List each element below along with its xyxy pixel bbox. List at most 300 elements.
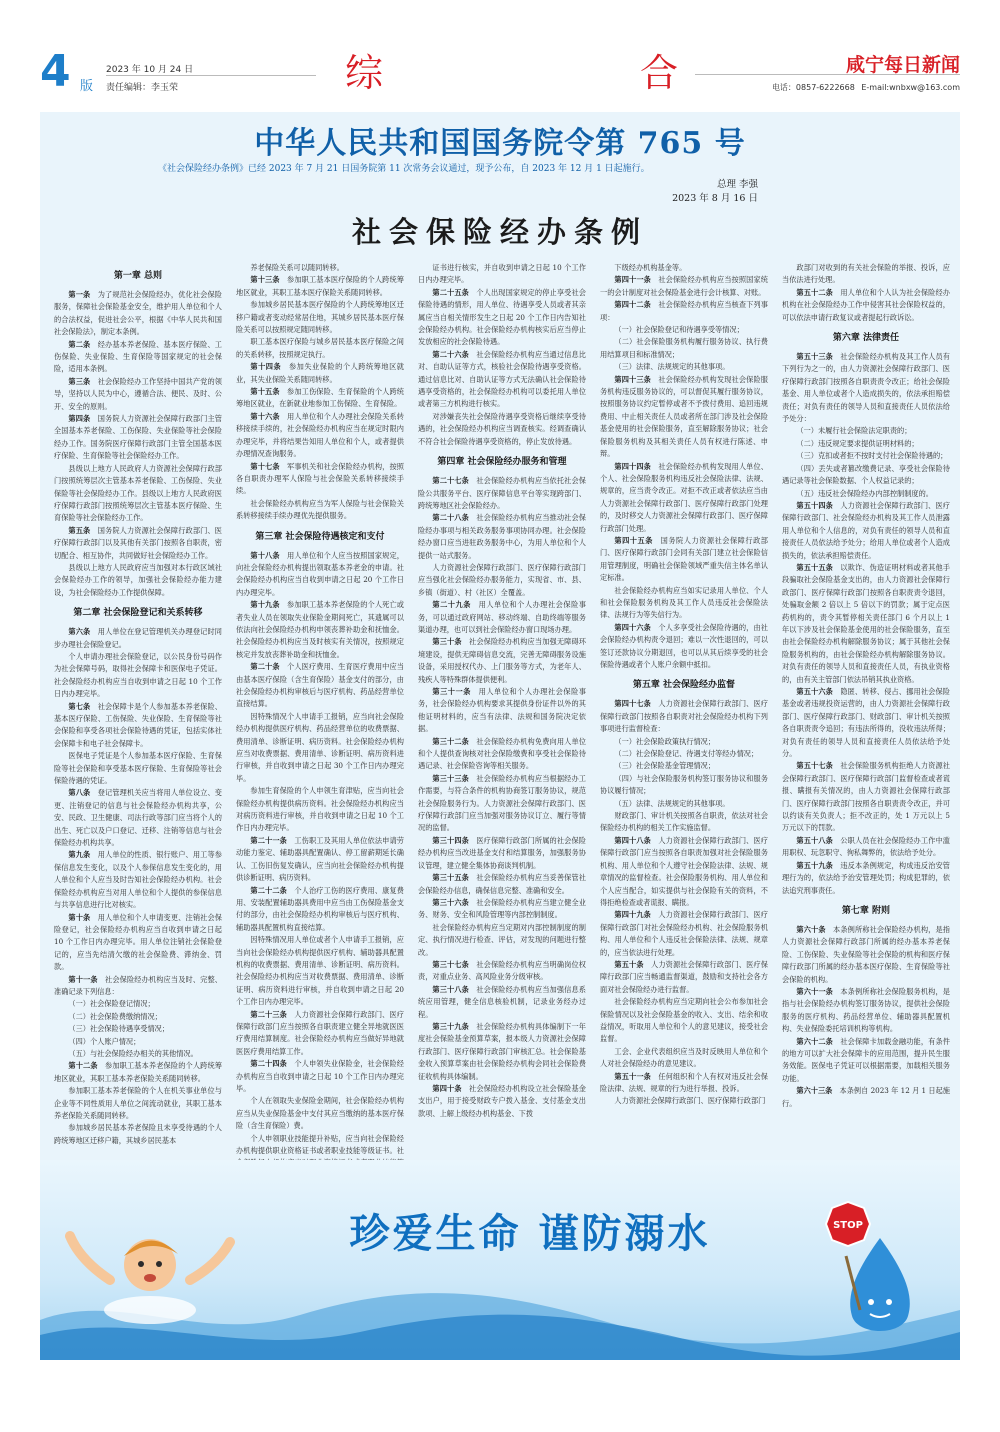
safety-slogan: 珍爱生命 谨防溺水 [349, 1211, 711, 1257]
article-number: 第三十四条 [432, 835, 469, 845]
article-number: 第六十二条 [796, 1036, 833, 1046]
article-paragraph [54, 1011, 222, 1023]
signature-date: 2023 年 8 月 16 日 [672, 193, 758, 204]
article-text: 社会保险经办机构应当加强信息系统应用管理，健全信息核验机制，记录业务经办过程。 [418, 984, 586, 1019]
article-text: 用人单位和个人办理社会保险事务，社会保险经办机构要求其提供身份证件以外的其他证明材料的，应当有法律、法规和国务院决定依据。 [418, 687, 586, 734]
article-number: 第三十一条 [432, 687, 471, 696]
article-paragraph [782, 686, 950, 760]
article-text: 社会保险经办机构应当通过信息比对、自助认证等方式，核验社会保险待遇享受资格。通过信息比对、自助认证等方式无法确认社会保险待遇享受资格的，社会保险经办机构可以委托用人单位或者第三方机构进行核实。 [418, 349, 586, 409]
article-text: 人力资源社会保障行政部门、医疗保障行政部门、社会保险经办机构及其工作人员泄露用人单位和个人信息的，对负有责任的领导人员和直接责任人员依法给予处分；给用人单位或者个人造成损失的，依法承担赔偿责任。 [782, 500, 950, 560]
article-paragraph [600, 274, 768, 299]
article-paragraph [418, 512, 586, 562]
article-number: 第四十三条 [614, 374, 651, 384]
text-column-2 [236, 262, 404, 1264]
article-number: 第五十一条 [614, 1071, 651, 1081]
article-text: 个人申领失业保险金，社会保险经办机构应当自收到申请之日起 10 个工作日内办理完毕。 [236, 1059, 404, 1093]
section-char-1: 综 [345, 51, 386, 95]
article-number: 第三十二条 [432, 736, 469, 746]
article-text: 社会保险经办机构应当及时、完整、准确记录下列信息： [54, 974, 222, 996]
article-text: 个人医疗费用、生育医疗费用中应当由基本医疗保险（含生育保险）基金支付的部分，由社会保险经办机构审核后与医疗机构、药品经营单位直接结算。 [236, 662, 404, 709]
article-number: 第四条 [68, 414, 91, 424]
article-paragraph [418, 773, 586, 835]
article-paragraph [236, 498, 404, 523]
article-number: 第五十八条 [796, 835, 833, 845]
article-text: 个人申请办理社会保险登记，以公民身份号码作为社会保障号码，取得社会保障卡和医保电子凭证。社会保险经办机构应当自收到申请之日起 10 个工作日内办理完毕。 [54, 651, 222, 699]
article-paragraph [418, 922, 586, 959]
article-number: 第八条 [68, 788, 91, 798]
article-paragraph [782, 760, 950, 834]
chapter-heading: 第五章 社会保险经办监督 [632, 680, 736, 691]
safety-banner [40, 1160, 960, 1360]
masthead-divider [106, 75, 316, 76]
article-paragraph [418, 686, 586, 736]
article-text: 因特殊情况个人申请手工报销，应当向社会保险经办机构提供医疗机构、药品经营单位的收费票据、费用清单、诊断证明、病历资料。社会保险经办机构应当对收费票据、费用清单、诊断证明、病历资料进行审核，并自收到申请之日起 30 个工作日内办理完毕。 [236, 711, 404, 783]
article-number: 第四十一条 [614, 275, 651, 285]
article-paragraph [418, 872, 586, 897]
article-number: 第五十条 [614, 959, 644, 969]
stop-sign-text: STOP [833, 1220, 863, 1231]
article-number: 第四十条 [432, 1084, 462, 1093]
article-text: 参加失业保险的个人跨统筹地区就业，其失业保险关系随同转移。 [236, 362, 404, 384]
chapter-heading: 第四章 社会保险经办服务和管理 [437, 457, 567, 468]
article-paragraph [418, 897, 586, 922]
article-paragraph [54, 1060, 222, 1085]
article-text: 财政部门、审计机关按照各自职责，依法对社会保险经办机构的相关工作实施监督。 [600, 811, 768, 833]
article-paragraph [782, 438, 950, 450]
article-text: 因特殊情况用人单位或者个人申请手工报销，应当向社会保险经办机构提供医疗机构、辅助器具配置机构的收费票据、费用清单、诊断证明、病历资料。社会保险经办机构应当对收费票据、费用清单、诊断证明、病历资料进行审核，并自收到申请之日起 20 个工作日内办理完毕。 [236, 935, 404, 1007]
article-number: 第二十七条 [432, 476, 469, 486]
article-text: 参加工伤保险、生育保险的个人跨统筹地区就业，在新就业地参加工伤保险、生育保险。 [236, 387, 404, 409]
article-paragraph [418, 835, 586, 872]
chapter-heading: 第六章 法律责任 [832, 333, 900, 344]
article-paragraph [236, 1058, 404, 1095]
issue-date: 2023 年 10 月 24 日 [106, 65, 194, 75]
article-text: 下级经办机构基金等。 [614, 263, 687, 272]
article-paragraph [600, 760, 768, 772]
article-number: 第三十七条 [432, 959, 469, 969]
article-number: 第五十二条 [796, 287, 833, 297]
article-text: 社会保险经办机构应当明确岗位权责，对重点业务、高风险业务分级审核。 [418, 959, 586, 982]
article-text: 用人单位和个人应当按照国家规定，向社会保险经办机构提出领取基本养老金的申请。社会保险经办机构应当自收到申请之日起 20 个工作日内办理完毕。 [236, 550, 404, 597]
water-drop-mascot-icon [846, 1238, 910, 1331]
contact-info: 电话：0857-6222668 E-mail:wnbxw@163.com [771, 83, 960, 92]
article-text: 本条例所称社会保险服务机构，是指与社会保险经办机构签订服务协议，提供社会保险服务的医疗机构、药品经营单位、辅助器具配置机构、失业保险委托培训机构等机构。 [782, 986, 950, 1034]
article-text: 社会保险经办机构应当按照国家统一的会计制度对社会保险基金进行会计核算、对账。 [600, 275, 768, 297]
regulation-title: 社会保险经办条例 [351, 215, 648, 249]
article-paragraph [600, 299, 768, 324]
article-text: （一）社会保险登记情况； [68, 999, 155, 1009]
article-number: 第二十三条 [250, 1009, 287, 1019]
article-paragraph [418, 287, 586, 349]
chapter-heading: 第一章 总则 [113, 271, 163, 281]
article-text: 社会保险经办机构应当为军人保险与社会保险关系转移接续手续办理优先提供服务。 [236, 498, 404, 521]
chapter-heading: 第七章 附则 [841, 905, 891, 916]
article-text: （二）社会保险服务机构履行服务协议、执行费用结算项目和标准情况； [600, 337, 768, 359]
article-paragraph [418, 599, 586, 636]
article-paragraph [236, 1095, 404, 1132]
article-paragraph [600, 324, 768, 336]
article-text: 社会保险经办机构应当根据经办工作需要，与符合条件的机构协商签订服务协议，规范社会保险服务行为。人力资源社会保障行政部门、医疗保障行政部门应当加强对服务协议订立、履行等情况的监督。 [418, 773, 586, 833]
article-paragraph [600, 622, 768, 672]
page-number-suffix: 版 [80, 79, 94, 94]
article-text: 个人出现国家规定的停止享受社会保险待遇的情形，用人单位、待遇享受人员或者其亲属应当自相关情形发生之日起 20 个工作日内告知社会保险经办机构。社会保险经办机构核实后应当停止发放相应的社会保险待遇。 [418, 287, 586, 347]
article-text: 参加城乡居民基本医疗保险的个人跨统筹地区迁移户籍或者变动经常居住地，其城乡居民基本医疗保险关系可以按照规定随同转移。 [236, 300, 404, 335]
article-paragraph [782, 287, 950, 324]
article-number: 第二十一条 [250, 835, 287, 845]
promulgation-note: 《社会保险经办条例》已经 2023 年 7 月 21 日国务院第 11 次常务会议通过，现予公布，自 2023 年 12 月 1 日起施行。 [158, 164, 650, 174]
article-paragraph [236, 599, 404, 661]
article-number: 第十九条 [250, 600, 280, 610]
article-text: 社会保险经办机构应当加强无障碍环境建设，提供无障碍信息交流，完善无障碍服务设施设备，采用授权代办、上门服务等方式，为老年人、残疾人等特殊群体提供便利。 [418, 637, 586, 684]
article-paragraph [54, 1085, 222, 1122]
article-text: 社会保险经办机构应当推动社会保险经办事项与相关政务服务事项协同办理。社会保险经办窗口应当进驻政务服务中心，为用人单位和个人提供一站式服务。 [418, 513, 586, 560]
article-text: 医保电子凭证是个人参加基本医疗保险、生育保险等社会保险和享受基本医疗保险、生育保险等社会保险待遇的凭证。 [54, 751, 222, 786]
article-paragraph [782, 1036, 950, 1086]
article-paragraph [54, 413, 222, 463]
article-paragraph [236, 934, 404, 1008]
article-text: 社会保险经办机构应当妥善保管社会保险经办信息，确保信息完整、准确和安全。 [418, 873, 586, 895]
article-number: 第二十八条 [432, 513, 469, 523]
article-text: 人力资源社会保障行政部门、医疗保障行政部门按照各自职责对社会保险经办机构下列事项进行监督检查： [600, 699, 768, 734]
article-number: 第四十二条 [614, 300, 651, 310]
premier-signature: 总理 李强 [716, 179, 758, 190]
article-text: 人力资源社会保障行政部门、医疗保障行政部门应当强化社会保险经办服务能力，实现省、市、县、乡镇（街道）、村（社区）全覆盖。 [418, 562, 586, 597]
article-text: 人力资源社会保障行政部门、医疗保障行政部门应当按照各自职责建立健全异地就医医疗费用结算制度。社会保险经办机构应当做好异地就医医疗费用结算工作。 [236, 1009, 404, 1056]
article-paragraph [782, 1085, 950, 1110]
article-text: 社会保险服务机构拒绝人力资源社会保障行政部门、医疗保障行政部门监督检查或者谎报、瞒报有关情况的，由人力资源社会保障行政部门、医疗保障行政部门按照各自职责责令改正，并可以约谈有关负责人；拒不改正的，处 1 万元以上 5 万元以下的罚款。 [782, 761, 950, 833]
article-paragraph [782, 463, 950, 488]
article-number: 第六十一条 [796, 986, 833, 996]
article-paragraph [418, 1083, 586, 1120]
article-text: 用人单位和个人认为社会保险经办机构在社会保险经办工作中侵害其社会保险权益的，可以依法申请行政复议或者提起行政诉讼。 [782, 287, 950, 322]
article-number: 第四十九条 [614, 910, 651, 920]
article-paragraph [236, 550, 404, 600]
article-number: 第四十四条 [614, 461, 651, 471]
article-text: 为了规范社会保险经办，优化社会保险服务，保障社会保险基金安全，维护用人单位和个人的合法权益，促进社会公平，根据《中华人民共和国社会保险法》，制定本条例。 [54, 290, 222, 337]
article-paragraph [54, 1023, 222, 1035]
article-paragraph [54, 1048, 222, 1060]
article-number: 第十三条 [250, 275, 280, 285]
article-text: 违反本条例规定，构成违反治安管理行为的，依法给予治安管理处罚；构成犯罪的，依法追究刑事责任。 [782, 860, 950, 895]
masthead [40, 40, 960, 100]
page-number: 4 [40, 46, 71, 97]
article-text: 工会、企业代表组织应当及时反映用人单位和个人对社会保险经办的意见建议。 [600, 1046, 768, 1069]
article-text: 用人单位和个人申请变更、注销社会保险登记，社会保险经办机构应当自收到申请之日起 10 个工作日内办理完毕。用人单位注销社会保险登记的，应当先结清欠缴的社会保险费、滞纳金、罚款。 [54, 912, 222, 972]
article-text: 人力资源社会保障行政部门、医疗保障行政部门应当按照各自职责加强对社会保险服务机构、用人单位和个人遵守社会保险法律、法规、规章情况的监督检查。社会保险服务机构、用人单位和个人应当配合，如实提供与社会保险有关的资料，不得拒绝检查或者谎报、瞒报。 [600, 835, 768, 907]
article-paragraph [418, 411, 586, 448]
article-paragraph [54, 701, 222, 751]
article-text: 社会保险经办工作坚持中国共产党的领导，坚持以人民为中心，遵循合法、便民、及时、公开、安全的原则。 [54, 376, 222, 411]
article-number: 第三十三条 [432, 773, 469, 783]
article-text: 社会保障卡加载金融功能，有条件的地方可以扩大社会保障卡的应用范围，提升民生服务效能。医保电子凭证可以根据需要，加载相关服务功能。 [782, 1036, 950, 1083]
article-text: 人力资源社会保障行政部门、医疗保障行政部门 [614, 1096, 766, 1106]
article-paragraph [600, 361, 768, 373]
article-number: 第十四条 [250, 362, 282, 372]
text-column-3 [418, 262, 586, 1264]
article-text: （五）违反社会保险经办内部控制制度的。 [796, 488, 933, 498]
article-paragraph [418, 1021, 586, 1083]
article-text: 社会保险经办机构应当依托社会保险公共服务平台、医疗保障信息平台等实现跨部门、跨统筹地区社会保险经办。 [418, 476, 586, 510]
article-number: 第五十七条 [796, 761, 833, 771]
article-paragraph [600, 585, 768, 622]
article-paragraph [600, 773, 768, 798]
article-paragraph [54, 626, 222, 651]
article-text: 经办基本养老保险、基本医疗保险、工伤保险、失业保险、生育保险等国家规定的社会保险，适用本条例。 [54, 339, 222, 374]
article-paragraph [782, 562, 950, 686]
article-text: （一）未履行社会保险法定职责的； [796, 426, 912, 436]
article-paragraph [236, 885, 404, 935]
article-paragraph [54, 562, 222, 599]
newspaper-name: 咸宁每日新闻 [845, 54, 960, 76]
article-number: 第二十九条 [432, 600, 471, 610]
article-number: 第十条 [68, 912, 91, 922]
article-paragraph [54, 998, 222, 1010]
text-column-5 [782, 262, 950, 1264]
article-paragraph [54, 1036, 222, 1048]
article-number: 第五十五条 [796, 562, 833, 572]
chapter-heading: 第三章 社会保险待遇核定和支付 [255, 531, 385, 542]
article-text: 登记管理机关应当将用人单位设立、变更、注销登记的信息与社会保险经办机构共享，公安、民政、卫生健康、司法行政等部门应当将个人的出生、死亡以及户口登记、迁移、注销等信息与社会保险经办机构共享。 [54, 788, 222, 848]
article-text: （二）社会保险登记、待遇支付等经办情况； [614, 749, 759, 759]
article-text: 人力资源社会保障行政部门、医疗保障行政部门对社会保险经办机构、社会保险服务机构、用人单位和个人违反社会保险法律、法规、规章的，应当依法进行处理。 [600, 910, 768, 957]
article-paragraph [54, 339, 222, 376]
article-number: 第五十六条 [796, 687, 833, 696]
article-number: 第六十条 [796, 924, 826, 934]
article-paragraph [782, 835, 950, 860]
article-text: 社会保险经办机构免费向用人单位和个人提供查询核对社会保险缴费和享受社会保险待遇记录、社会保险咨询等相关服务。 [418, 736, 586, 771]
article-number: 第三十九条 [432, 1021, 469, 1031]
article-columns [54, 262, 950, 1264]
article-number: 第三十条 [432, 637, 462, 647]
article-number: 第二十二条 [250, 885, 287, 895]
article-number: 第六条 [68, 627, 91, 637]
article-text: 国务院人力资源社会保障行政部门、医疗保障行政部门以及其他有关部门按照各自职责，密切配合、相互协作，共同做好社会保险经办工作。 [54, 525, 222, 560]
article-paragraph [236, 386, 404, 411]
article-text: 社会保险经办机构应当如实记录用人单位、个人和社会保险服务机构及其工作人员违反社会保险法律、法规行为等失信行为。 [600, 585, 768, 620]
article-text: 个人多享受社会保险待遇的，由社会保险经办机构责令退回；难以一次性退回的，可以签订还款协议分期退回，也可以从其后续享受的社会保险待遇或者个人账户余额中抵扣。 [600, 622, 768, 669]
chapter-heading: 第二章 社会保险登记和关系转移 [73, 608, 203, 619]
article-text: 人力资源社会保障行政部门、医疗保障行政部门应当畅通监督渠道，鼓励和支持社会各方面对社会保险经办进行监督。 [600, 959, 768, 994]
article-paragraph [54, 289, 222, 339]
article-text: （三）法律、法规规定的其他事项。 [614, 362, 730, 372]
article-number: 第十五条 [250, 387, 280, 397]
article-text: （二）社会保险费缴纳情况； [68, 1011, 162, 1021]
article-text: 县级以上地方人民政府人力资源社会保障行政部门按照统筹层次主管基本养老保险、工伤保险、失业保险等社会保险经办工作。县级以上地方人民政府医疗保障行政部门按照统筹层次主管基本医疗保险、生育保险等社会保险经办工作。 [54, 463, 222, 523]
article-paragraph [236, 411, 404, 461]
article-paragraph [782, 924, 950, 986]
text-column-4 [600, 262, 768, 1264]
article-number: 第二十四条 [250, 1059, 287, 1069]
article-text: 个人在领取失业保险金期间，社会保险经办机构应当从失业保险基金中支付其应当缴纳的基本医疗保险（含生育保险）费。 [236, 1096, 404, 1131]
article-text: 国务院人力资源社会保障行政部门、医疗保障行政部门会同有关部门建立社会保险信用管理制度，明确社会保险领域严重失信主体名单认定标准。 [600, 535, 768, 583]
article-paragraph [782, 425, 950, 437]
article-paragraph [782, 860, 950, 897]
article-text: 参加职工基本养老保险的个人死亡或者失业人员在领取失业保险金期间死亡，其遗属可以依法向社会保险经办机构申领丧葬补助金和抚恤金。社会保险经办机构应当及时核实有关情况，按照规定核定并发放丧葬补助金和抚恤金。 [236, 600, 404, 659]
article-number: 第十八条 [250, 550, 280, 560]
article-paragraph [418, 475, 586, 512]
article-number: 第四十五条 [614, 535, 653, 545]
article-text: （二）违反规定要求提供证明材料的； [796, 438, 919, 448]
article-number: 第三十八条 [432, 984, 469, 994]
article-paragraph [54, 463, 222, 525]
article-number: 第二十条 [250, 662, 280, 672]
article-text: 个人治疗工伤的医疗费用、康复费用、安装配置辅助器具费用中应当由工伤保险基金支付的部分，由社会保险经办机构审核后与医疗机构、辅助器具配置机构直接结算。 [236, 885, 404, 932]
article-number: 第六十三条 [796, 1086, 833, 1096]
article-paragraph [600, 996, 768, 1046]
article-paragraph [54, 525, 222, 562]
section-char-2: 合 [639, 51, 680, 95]
article-text: （五）法律、法规规定的其他事项。 [614, 798, 730, 808]
article-number: 第十一条 [68, 974, 98, 984]
article-paragraph [782, 500, 950, 562]
article-paragraph [54, 750, 222, 787]
article-number: 第十二条 [68, 1061, 98, 1071]
article-text: 职工基本医疗保险与城乡居民基本医疗保险之间的关系转移，按照规定执行。 [236, 337, 404, 359]
article-paragraph [236, 336, 404, 361]
article-paragraph [782, 351, 950, 425]
article-paragraph [600, 959, 768, 996]
article-paragraph [236, 461, 404, 498]
article-paragraph [236, 835, 404, 885]
article-paragraph [54, 912, 222, 974]
article-text: 政部门对收到的有关社会保险的举报、投诉，应当依法进行处理。 [782, 263, 950, 285]
article-text: （一）社会保险登记和待遇享受等情况； [614, 325, 744, 335]
article-paragraph [236, 262, 404, 274]
article-paragraph [236, 1009, 404, 1059]
article-number: 第四十八条 [614, 835, 651, 845]
article-text: 国务院人力资源社会保障行政部门主管全国基本养老保险、工伤保险、失业保险等社会保险经办工作。国务院医疗保障行政部门主管全国基本医疗保险、生育保险等社会保险经办工作。 [54, 414, 222, 461]
article-text: 对涉嫌丧失社会保险待遇享受资格后继续享受待遇的，社会保险经办机构应当调查核实。经调查确认不符合社会保险待遇享受资格的，停止发放待遇。 [418, 411, 586, 446]
article-paragraph [600, 336, 768, 361]
article-paragraph [782, 450, 950, 462]
article-number: 第四十七条 [614, 699, 651, 709]
article-number: 第七条 [68, 701, 91, 711]
article-text: 社会保险经办机构设立社会保险基金支出户，用于接受财政专户拨入基金、支付基金支出款项、上解上级经办机构基金、下拨 [418, 1084, 586, 1118]
article-text: 社会保险经办机构应当定期向社会公布参加社会保险情况以及社会保险基金的收入、支出、结余和收益情况，听取用人单位和个人的意见建议，接受社会监督。 [600, 997, 768, 1044]
responsible-editor: 责任编辑：李玉荣 [106, 83, 179, 93]
article-text: 县级以上地方人民政府应当加强对本行政区域社会保险经办工作的领导，加强社会保险经办能力建设，为社会保险经办工作提供保障。 [54, 562, 222, 597]
article-paragraph [236, 361, 404, 386]
article-text: （四）与社会保险服务机构签订服务协议和服务协议履行情况； [600, 773, 768, 796]
article-paragraph [418, 984, 586, 1021]
article-paragraph [782, 488, 950, 500]
article-number: 第五十三条 [796, 352, 833, 362]
article-paragraph [600, 1071, 768, 1096]
article-paragraph [600, 262, 768, 274]
article-paragraph [54, 1122, 222, 1147]
article-number: 第三条 [68, 376, 91, 386]
order-headline: 中华人民共和国国务院令第 765 号 [254, 126, 746, 161]
article-text: （三）克扣或者拒不按时支付社会保险待遇的； [796, 451, 948, 461]
article-paragraph [600, 535, 768, 585]
article-text: （三）社会保险待遇享受情况； [68, 1024, 170, 1034]
article-paragraph [236, 661, 404, 711]
article-number: 第五十四条 [796, 500, 833, 510]
article-number: 第五条 [68, 525, 91, 535]
article-number: 第一条 [68, 290, 91, 299]
article-text: 任何组织和个人有权对违反社会保险法律、法规、规章的行为进行举报、投诉。 [600, 1071, 768, 1093]
article-number: 第二十六条 [432, 349, 469, 359]
article-paragraph [54, 849, 222, 911]
article-number: 第十六条 [250, 411, 280, 421]
article-text: 社会保险经办机构应当建立健全业务、财务、安全和风险管理等内部控制制度。 [418, 897, 586, 920]
article-number: 第四十六条 [614, 622, 651, 632]
article-paragraph [236, 274, 404, 299]
article-paragraph [600, 835, 768, 909]
article-text: 参加生育保险的个人申领生育津贴，应当向社会保险经办机构提供病历资料。社会保险经办机构应当对病历资料进行审核，并自收到申请之日起 10 个工作日内办理完毕。 [236, 786, 404, 833]
article-paragraph [236, 299, 404, 336]
article-paragraph [600, 1046, 768, 1071]
article-paragraph [418, 959, 586, 984]
article-paragraph [600, 748, 768, 760]
article-number: 第十七条 [250, 461, 280, 471]
water-wave-illustration [40, 1160, 960, 1360]
article-paragraph [54, 974, 222, 999]
article-paragraph [782, 262, 950, 287]
article-paragraph [600, 736, 768, 748]
article-text: 以欺诈、伪造证明材料或者其他手段骗取社会保险基金支出的，由人力资源社会保障行政部门、医疗保障行政部门按照各自职责责令退回，处骗取金额 2 倍以上 5 倍以下的罚款；属于定点医药机构的，责令其暂停相关责任部门 6 个月以上 1 年以下涉及社会保险基金使用的社会保险服务，直至由社会保险经办机构解除服务协议；属于其他社会保险服务机构的，由社会保险经办机构解除服务协议。对负有责任的领导人员和直接责任人员，有执业资格的，由有关主管部门依法吊销其执业资格。 [782, 562, 950, 684]
article-text: 用人单位和个人办理社会保险事务，可以通过政府网站、移动终端、自助终端等服务渠道办理，也可以到社会保险经办窗口现场办理。 [418, 600, 586, 634]
article-paragraph [600, 810, 768, 835]
article-number: 第二十五条 [432, 287, 469, 297]
stop-sign-icon [826, 1202, 870, 1246]
article-text: 本条例所称社会保险经办机构，是指人力资源社会保障行政部门所属的经办基本养老保险、工伤保险、失业保险等社会保险的机构和医疗保障行政部门所属的经办基本医疗保险、生育保险等社会保险的机构。 [782, 924, 950, 984]
article-number: 第三十六条 [432, 897, 469, 907]
article-text: 社会保险经办机构发现社会保险服务机构违反服务协议的，可以督促其履行服务协议，按照服务协议约定暂停或者不予拨付费用、追回违规费用、中止相关责任人员或者所在部门涉及社会保险基金使用的社会保险服务，直至解除服务协议；社会保险服务机构及其相关责任人员有权进行陈述、申辩。 [600, 374, 768, 459]
article-text: 军事机关和社会保险经办机构，按照各自职责办理军人保险与社会保险关系转移接续手续。 [236, 461, 404, 496]
article-text: 用人单位和个人办理社会保险关系转移接续手续的，社会保险经办机构应当在规定时限内办理完毕，并将结果告知用人单位和个人，或者提供办理情况查询服务。 [236, 411, 404, 459]
article-text: 工伤职工及其用人单位依法申请劳动能力鉴定、辅助器具配置确认、停工留薪期延长确认、工伤旧伤复发确认，应当向社会保险经办机构提供诊断证明、病历资料。 [236, 835, 404, 883]
article-text: 参加职工基本医疗保险的个人跨统筹地区就业，其职工基本医疗保险关系随同转移。 [236, 275, 404, 297]
article-number: 第五十九条 [796, 860, 833, 870]
article-text: 参加城乡居民基本养老保险且未享受待遇的个人跨统筹地区迁移户籍，其城乡居民基本 [54, 1123, 222, 1145]
article-text: 医疗保障行政部门所属的社会保险经办机构应当改进基金支付和结算服务，加强服务协议管理，建立健全集体协商谈判机制。 [418, 835, 586, 870]
article-paragraph [418, 636, 586, 686]
article-text: 个人申领职业技能提升补贴，应当向社会保险经办机构提供职业资格证书或者职业技能等级证书。社 [236, 1133, 404, 1156]
article-paragraph [54, 787, 222, 849]
article-text: 养老保险关系可以随同转移。 [250, 263, 344, 272]
article-paragraph [418, 736, 586, 773]
article-paragraph [600, 698, 768, 735]
article-paragraph [236, 711, 404, 785]
article-paragraph [600, 909, 768, 959]
article-text: （四）个人账户情况； [68, 1036, 141, 1046]
article-text: 社会保险经办机构及其工作人员有下列行为之一的，由人力资源社会保障行政部门、医疗保障行政部门按照各自职责责令改正；给社会保险基金、用人单位或者个人造成损失的，依法承担赔偿责任；对负有责任的领导人员和直接责任人员依法给予处分： [782, 352, 950, 424]
article-paragraph [54, 651, 222, 701]
article-paragraph [600, 1095, 768, 1107]
article-text: 社会保障卡是个人参加基本养老保险、基本医疗保险、工伤保险、失业保险、生育保险等社会保险和享受各项社会保险待遇的凭证，包括实体社会保障卡和电子社会保障卡。 [54, 701, 222, 748]
article-paragraph [236, 785, 404, 835]
article-text: 隐匿、转移、侵占、挪用社会保险基金或者违规投资运营的，由人力资源社会保障行政部门、医疗保障行政部门、财政部门、审计机关按照各自职责责令追回；有违法所得的，没收违法所得；对负有责任的领导人员和直接责任人员依法给予处分。 [782, 687, 950, 759]
article-text: 社会保险经办机构具体编制下一年度社会保险基金预算草案，报本级人力资源社会保障行政部门、医疗保障行政部门审核汇总。社会保险基金收入预算草案由社会保险经办机构会同社会保险费征收机构具体编制。 [418, 1021, 586, 1081]
article-text: 参加职工基本养老保险的个人在机关事业单位与企业等不同性质用人单位之间流动就业，其职工基本养老保险关系随同转移。 [54, 1086, 222, 1120]
article-text: （一）社会保险政策执行情况； [614, 736, 716, 746]
article-paragraph [600, 798, 768, 810]
article-number: 第三十五条 [432, 873, 469, 883]
article-paragraph [418, 349, 586, 411]
article-text: 社会保险经办机构应当核查下列事项： [600, 300, 768, 322]
article-text: 用人单位在登记管理机关办理登记时同步办理社会保险登记。 [54, 627, 222, 649]
article-text: 证书进行核实，并自收到申请之日起 10 个工作日内办理完毕。 [418, 263, 586, 285]
article-text: 本条例自 2023 年 12 月 1 日起施行。 [782, 1086, 950, 1108]
article-paragraph [600, 461, 768, 535]
text-column-1 [54, 262, 222, 1264]
article-text: （四）丢失或者篡改缴费记录、享受社会保险待遇记录等社会保险数据、个人权益记录的； [782, 463, 950, 486]
article-number: 第九条 [68, 850, 91, 860]
article-text: 社会保险经办机构应当定期对内部控制制度的制定、执行情况进行检查、评估，对发现的问题进行整改。 [418, 922, 586, 957]
article-text: 社会保险经办机构发现用人单位、个人、社会保险服务机构违反社会保险法律、法规、规章的，应当责令改正。对拒不改正或者依法应当由人力资源社会保障行政部门、医疗保障行政部门处理的，及时移交人力资源社会保障行政部门、医疗保障行政部门处理。 [600, 461, 768, 533]
article-text: 参加职工基本养老保险的个人跨统筹地区就业，其职工基本养老保险关系随同转移。 [54, 1061, 222, 1083]
